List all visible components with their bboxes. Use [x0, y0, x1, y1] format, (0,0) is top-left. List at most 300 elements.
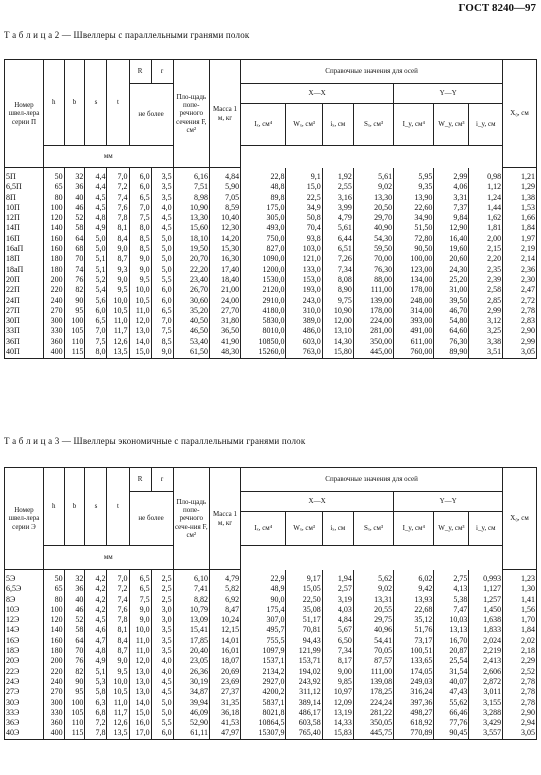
cell-value: 41,53	[209, 719, 240, 729]
cell-value: 763,0	[286, 348, 322, 358]
cell-value: 15307,9	[241, 729, 286, 739]
cell-value: 7,05	[209, 194, 240, 204]
cell-value: 5,0	[151, 266, 173, 276]
cell-value: 139,00	[353, 297, 393, 307]
cell-profile-number: 5Э	[5, 575, 44, 585]
cell-value: 4,6	[85, 626, 107, 636]
cell-value: 29,70	[353, 214, 393, 224]
cell-value: 51,17	[286, 616, 322, 626]
cell-value: 48,8	[241, 183, 286, 193]
table-row	[5, 255, 537, 265]
cell-value: 178,00	[394, 286, 434, 296]
col-ne-bolee: не более	[129, 492, 173, 546]
cell-value: 2,19	[503, 245, 537, 255]
cell-value: 14,0	[129, 338, 151, 348]
cell-value: 2,413	[469, 657, 503, 667]
cell-value: 330	[43, 709, 64, 719]
cell-value: 1,84	[503, 626, 537, 636]
cell-value: 90,50	[394, 245, 434, 255]
cell-value: 13,0	[129, 678, 151, 688]
cell-value: 3,5	[151, 194, 173, 204]
table-row	[5, 688, 537, 698]
col-b: b	[64, 468, 85, 546]
cell-value: 270	[43, 688, 64, 698]
cell-value: 35,08	[286, 606, 322, 616]
cell-value: 8010,0	[241, 327, 286, 337]
cell-value: 4,2	[85, 606, 107, 616]
cell-value: 20,60	[434, 255, 469, 265]
cell-profile-number: 18аП	[5, 266, 44, 276]
cell-value: 15,60	[173, 224, 209, 234]
cell-profile-number: 36П	[5, 338, 44, 348]
cell-value: 5,0	[85, 245, 107, 255]
cell-value: 3,5	[151, 637, 173, 647]
col-h: h	[43, 60, 64, 146]
cell-value: 2,90	[503, 327, 537, 337]
axis-yy: Y—Y	[394, 492, 503, 512]
cell-value: 50	[43, 173, 64, 183]
cell-value: 21,00	[209, 286, 240, 296]
cell-value: 61,50	[173, 348, 209, 358]
cell-value: 58	[64, 626, 85, 636]
cell-value: 4,5	[151, 688, 173, 698]
col-ref-values: Справочные значения для осей	[241, 468, 503, 492]
cell-value: 7,37	[434, 204, 469, 214]
cell-value: 51,76	[394, 626, 434, 636]
table-row	[5, 647, 537, 657]
cell-value: 90,45	[434, 729, 469, 739]
cell-value: 9,00	[322, 668, 353, 678]
cell-value: 4,0	[151, 204, 173, 214]
table-row	[5, 307, 537, 317]
cell-value: 1,81	[469, 224, 503, 234]
cell-value: 80	[43, 596, 64, 606]
cell-value: 750,0	[241, 235, 286, 245]
cell-value: 29,75	[353, 616, 393, 626]
cell-value: 36,50	[209, 327, 240, 337]
cell-value: 27,37	[209, 688, 240, 698]
cell-value: 105	[64, 709, 85, 719]
cell-value: 76	[64, 276, 85, 286]
cell-value: 32	[64, 173, 85, 183]
cell-value: 51,50	[394, 224, 434, 234]
cell-value: 2,14	[503, 255, 537, 265]
cell-value: 6,0	[151, 297, 173, 307]
cell-value: 1,30	[503, 585, 537, 595]
cell-value: 360	[43, 719, 64, 729]
cell-value: 1,70	[503, 616, 537, 626]
cell-value: 330	[43, 327, 64, 337]
cell-value: 400	[43, 348, 64, 358]
cell-value: 95	[64, 688, 85, 698]
cell-value: 240	[43, 297, 64, 307]
cell-value: 2,47	[503, 286, 537, 296]
cell-value: 48,9	[241, 585, 286, 595]
cell-value: 123,00	[394, 266, 434, 276]
cell-value: 300	[43, 699, 64, 709]
col-iy: i_y, см	[469, 104, 503, 146]
cell-value: 13,5	[107, 348, 129, 358]
cell-value: 13,30	[353, 194, 393, 204]
cell-value: 175,4	[241, 606, 286, 616]
table-3-caption: Т а б л и ц а 3 — Швеллеры экономичные с параллельными гранями полок	[4, 436, 306, 446]
cell-value: 5,67	[322, 626, 353, 636]
cell-value: 40,07	[434, 678, 469, 688]
table-3	[4, 467, 537, 740]
cell-value: 5,0	[151, 255, 173, 265]
cell-value: 153,0	[286, 276, 322, 286]
cell-value: 16,40	[434, 235, 469, 245]
cell-value: 2910,0	[241, 297, 286, 307]
cell-value: 64	[64, 637, 85, 647]
cell-profile-number: 22Э	[5, 668, 44, 678]
cell-value: 194,02	[286, 668, 322, 678]
col-Wy: W_y, см³	[434, 512, 469, 546]
cell-profile-number: 10Э	[5, 606, 44, 616]
cell-value: 2,75	[434, 575, 469, 585]
cell-value: 111,00	[353, 286, 393, 296]
cell-value: 3,05	[503, 729, 537, 739]
cell-value: 7,0	[129, 204, 151, 214]
cell-value: 2,72	[503, 297, 537, 307]
cell-value: 493,0	[241, 224, 286, 234]
cell-value: 160	[43, 637, 64, 647]
cell-value: 5,0	[151, 245, 173, 255]
cell-value: 7,41	[173, 585, 209, 595]
cell-value: 10,40	[209, 214, 240, 224]
cell-value: 11,7	[107, 327, 129, 337]
col-s: s	[85, 468, 107, 546]
cell-value: 139,08	[353, 678, 393, 688]
cell-value: 16,70	[434, 637, 469, 647]
cell-value: 34,9	[286, 204, 322, 214]
cell-value: 1,56	[503, 606, 537, 616]
cell-value: 89,90	[434, 348, 469, 358]
cell-value: 2,30	[503, 276, 537, 286]
table-row	[5, 585, 537, 595]
cell-value: 30,60	[173, 297, 209, 307]
cell-value: 755,5	[241, 637, 286, 647]
cell-value: 61,11	[173, 729, 209, 739]
cell-value: 4,8	[85, 647, 107, 657]
cell-value: 1,12	[469, 183, 503, 193]
cell-value: 281,00	[353, 327, 393, 337]
cell-value: 15,30	[209, 245, 240, 255]
col-x0: X₀, см	[503, 468, 537, 570]
table-row	[5, 317, 537, 327]
cell-value: 4,7	[85, 637, 107, 647]
col-ne-bolee: не более	[129, 84, 173, 146]
cell-value: 1530,0	[241, 276, 286, 286]
cell-value: 2,606	[469, 668, 503, 678]
cell-value: 50,8	[286, 214, 322, 224]
cell-value: 6,0	[151, 286, 173, 296]
cell-value: 174,05	[394, 668, 434, 678]
table-2-caption: Т а б л и ц а 2 — Швеллеры с параллельными гранями полок	[4, 30, 250, 40]
axis-yy: Y—Y	[394, 84, 503, 104]
cell-value: 110	[64, 338, 85, 348]
cell-value: 2,85	[469, 297, 503, 307]
cell-value: 307,0	[241, 616, 286, 626]
cell-value: 8,0	[129, 224, 151, 234]
cell-profile-number: 33Э	[5, 709, 44, 719]
cell-value: 2,52	[503, 668, 537, 678]
cell-value: 7,8	[107, 616, 129, 626]
cell-value: 160	[43, 245, 64, 255]
cell-value: 7,2	[85, 719, 107, 729]
cell-value: 18,40	[209, 276, 240, 286]
cell-value: 1,44	[469, 204, 503, 214]
cell-value: 2,5	[151, 596, 173, 606]
cell-value: 72,80	[394, 235, 434, 245]
col-R: R	[129, 468, 151, 492]
cell-value: 36,18	[209, 709, 240, 719]
cell-value: 6,16	[173, 173, 209, 183]
cell-value: 2,00	[469, 235, 503, 245]
cell-value: 495,7	[241, 626, 286, 636]
cell-value: 270	[43, 307, 64, 317]
cell-value: 6,3	[85, 699, 107, 709]
cell-value: 3,5	[151, 626, 173, 636]
cell-value: 2,94	[503, 719, 537, 729]
cell-profile-number: 40Э	[5, 729, 44, 739]
cell-value: 100	[64, 317, 85, 327]
cell-value: 10,0	[129, 626, 151, 636]
cell-value: 1090,0	[241, 255, 286, 265]
cell-value: 9,02	[353, 585, 393, 595]
cell-value: 3,011	[469, 688, 503, 698]
cell-value: 400	[43, 729, 64, 739]
cell-value: 1,62	[469, 214, 503, 224]
cell-value: 8,5	[151, 338, 173, 348]
cell-profile-number: 8Э	[5, 596, 44, 606]
cell-value: 88,00	[353, 276, 393, 286]
col-h: h	[43, 468, 64, 546]
table-row	[5, 348, 537, 358]
cell-value: 5,61	[353, 173, 393, 183]
cell-value: 19,60	[434, 245, 469, 255]
cell-profile-number: 16аП	[5, 245, 44, 255]
cell-value: 9,84	[434, 214, 469, 224]
cell-value: 9,0	[129, 616, 151, 626]
cell-value: 765,40	[286, 729, 322, 739]
cell-value: 8,08	[322, 276, 353, 286]
cell-value: 4,5	[85, 194, 107, 204]
cell-value: 7,51	[173, 183, 209, 193]
cell-value: 39,94	[173, 699, 209, 709]
cell-value: 397,36	[394, 699, 434, 709]
cell-value: 9,42	[394, 585, 434, 595]
cell-value: 3,0	[151, 616, 173, 626]
cell-value: 11,0	[107, 317, 129, 327]
cell-value: 100,51	[394, 647, 434, 657]
cell-value: 15,05	[286, 585, 322, 595]
cell-value: 15260,0	[241, 348, 286, 358]
cell-profile-number: 18П	[5, 255, 44, 265]
cell-value: 827,0	[241, 245, 286, 255]
cell-value: 10,97	[322, 688, 353, 698]
cell-value: 46	[64, 606, 85, 616]
cell-value: 9,3	[107, 266, 129, 276]
cell-value: 6,5	[129, 575, 151, 585]
cell-value: 6,0	[151, 729, 173, 739]
cell-value: 486,17	[286, 709, 322, 719]
cell-value: 22,20	[173, 266, 209, 276]
cell-value: 243,92	[286, 678, 322, 688]
cell-profile-number: 6,5П	[5, 183, 44, 193]
cell-value: 25,20	[434, 276, 469, 286]
cell-value: 6,8	[85, 709, 107, 719]
cell-value: 603,58	[286, 719, 322, 729]
cell-value: 5,1	[85, 266, 107, 276]
table-row	[5, 699, 537, 709]
cell-value: 6,92	[209, 596, 240, 606]
cell-value: 22,60	[394, 204, 434, 214]
cell-value: 50	[43, 575, 64, 585]
cell-value: 9,75	[322, 297, 353, 307]
table-row	[5, 596, 537, 606]
cell-value: 4,8	[85, 214, 107, 224]
cell-value: 82	[64, 286, 85, 296]
cell-value: 13,0	[129, 327, 151, 337]
cell-value: 4,84	[209, 173, 240, 183]
col-b: b	[64, 60, 85, 146]
cell-value: 70	[64, 647, 85, 657]
cell-value: 4,4	[85, 173, 107, 183]
cell-value: 15,41	[173, 626, 209, 636]
cell-value: 95	[64, 307, 85, 317]
cell-value: 1,127	[469, 585, 503, 595]
cell-value: 3,99	[322, 204, 353, 214]
cell-value: 8021,8	[241, 709, 286, 719]
cell-value: 2,5	[151, 575, 173, 585]
cell-profile-number: 14Э	[5, 626, 44, 636]
cell-value: 10,03	[434, 616, 469, 626]
cell-value: 603,0	[286, 338, 322, 348]
cell-value: 115	[64, 348, 85, 358]
cell-profile-number: 18Э	[5, 647, 44, 657]
cell-value: 1,66	[503, 214, 537, 224]
cell-profile-number: 8П	[5, 194, 44, 204]
cell-value: 10850,0	[241, 338, 286, 348]
cell-value: 26,36	[173, 668, 209, 678]
cell-value: 7,6	[107, 606, 129, 616]
cell-value: 64,60	[434, 327, 469, 337]
cell-value: 5,8	[85, 688, 107, 698]
cell-value: 31,54	[434, 668, 469, 678]
col-Iy: I_y, см⁴	[394, 512, 434, 546]
cell-value: 4,0	[151, 668, 173, 678]
cell-value: 153,71	[286, 657, 322, 667]
cell-value: 350,05	[353, 719, 393, 729]
cell-value: 8,98	[173, 194, 209, 204]
cell-value: 6,0	[129, 183, 151, 193]
cell-value: 10,90	[173, 204, 209, 214]
col-ref-values: Справочные значения для осей	[241, 60, 503, 84]
cell-value: 12,0	[129, 317, 151, 327]
cell-value: 35,20	[173, 307, 209, 317]
col-nomer: Номер швел-лера серии Э	[5, 468, 44, 570]
cell-value: 58	[64, 224, 85, 234]
cell-value: 52	[64, 616, 85, 626]
cell-value: 3,19	[322, 596, 353, 606]
cell-profile-number: 24Э	[5, 678, 44, 688]
cell-value: 121,99	[286, 647, 322, 657]
cell-value: 6,5	[151, 307, 173, 317]
cell-value: 70,05	[353, 647, 393, 657]
cell-value: 4,5	[151, 214, 173, 224]
cell-value: 1097,9	[241, 647, 286, 657]
col-x0: X₀, см	[503, 60, 537, 168]
cell-value: 14,30	[322, 338, 353, 348]
col-Ix: Iₓ, см⁴	[241, 512, 286, 546]
cell-value: 80	[43, 194, 64, 204]
cell-value: 18,07	[209, 657, 240, 667]
cell-value: 8,4	[107, 235, 129, 245]
table-row	[5, 719, 537, 729]
cell-value: 5,4	[85, 286, 107, 296]
cell-value: 31,00	[434, 286, 469, 296]
cell-value: 68	[64, 245, 85, 255]
cell-value: 360	[43, 338, 64, 348]
table-row	[5, 204, 537, 214]
cell-value: 13,13	[434, 626, 469, 636]
col-iy: i_y, см	[469, 512, 503, 546]
cell-value: 8,1	[107, 626, 129, 636]
cell-value: 3,12	[469, 317, 503, 327]
cell-value: 1,97	[503, 235, 537, 245]
cell-value: 12,90	[434, 224, 469, 234]
cell-value: 0,98	[469, 173, 503, 183]
cell-value: 65	[43, 585, 64, 595]
cell-value: 4,06	[434, 183, 469, 193]
cell-value: 22,5	[286, 194, 322, 204]
cell-value: 90	[64, 678, 85, 688]
cell-value: 3,51	[469, 348, 503, 358]
cell-value: 2,78	[503, 307, 537, 317]
cell-profile-number: 20П	[5, 276, 44, 286]
cell-value: 36	[64, 585, 85, 595]
cell-value: 618,92	[394, 719, 434, 729]
cell-value: 6,5	[129, 585, 151, 595]
cell-value: 11,0	[129, 647, 151, 657]
cell-value: 4,5	[85, 616, 107, 626]
cell-value: 11,0	[129, 637, 151, 647]
col-Wx: Wₓ, см³	[286, 104, 322, 146]
cell-value: 10,5	[129, 297, 151, 307]
col-Wx: Wₓ, см³	[286, 512, 322, 546]
cell-value: 133,0	[286, 266, 322, 276]
cell-profile-number: 12Э	[5, 616, 44, 626]
cell-value: 2,5	[151, 585, 173, 595]
cell-value: 5,0	[151, 699, 173, 709]
cell-value: 9,0	[129, 606, 151, 616]
col-Ix: Iₓ, см⁴	[241, 104, 286, 146]
cell-value: 16,0	[129, 719, 151, 729]
cell-value: 8,5	[129, 245, 151, 255]
cell-value: 2,99	[469, 307, 503, 317]
cell-value: 160	[43, 235, 64, 245]
cell-value: 36	[64, 183, 85, 193]
cell-value: 2,90	[503, 709, 537, 719]
cell-value: 5,61	[322, 224, 353, 234]
cell-value: 15,0	[286, 183, 322, 193]
cell-value: 9,0	[129, 255, 151, 265]
cell-value: 10,5	[107, 307, 129, 317]
col-ix: iₓ, см	[322, 104, 353, 146]
cell-value: 17,85	[173, 637, 209, 647]
cell-value: 12,6	[107, 719, 129, 729]
